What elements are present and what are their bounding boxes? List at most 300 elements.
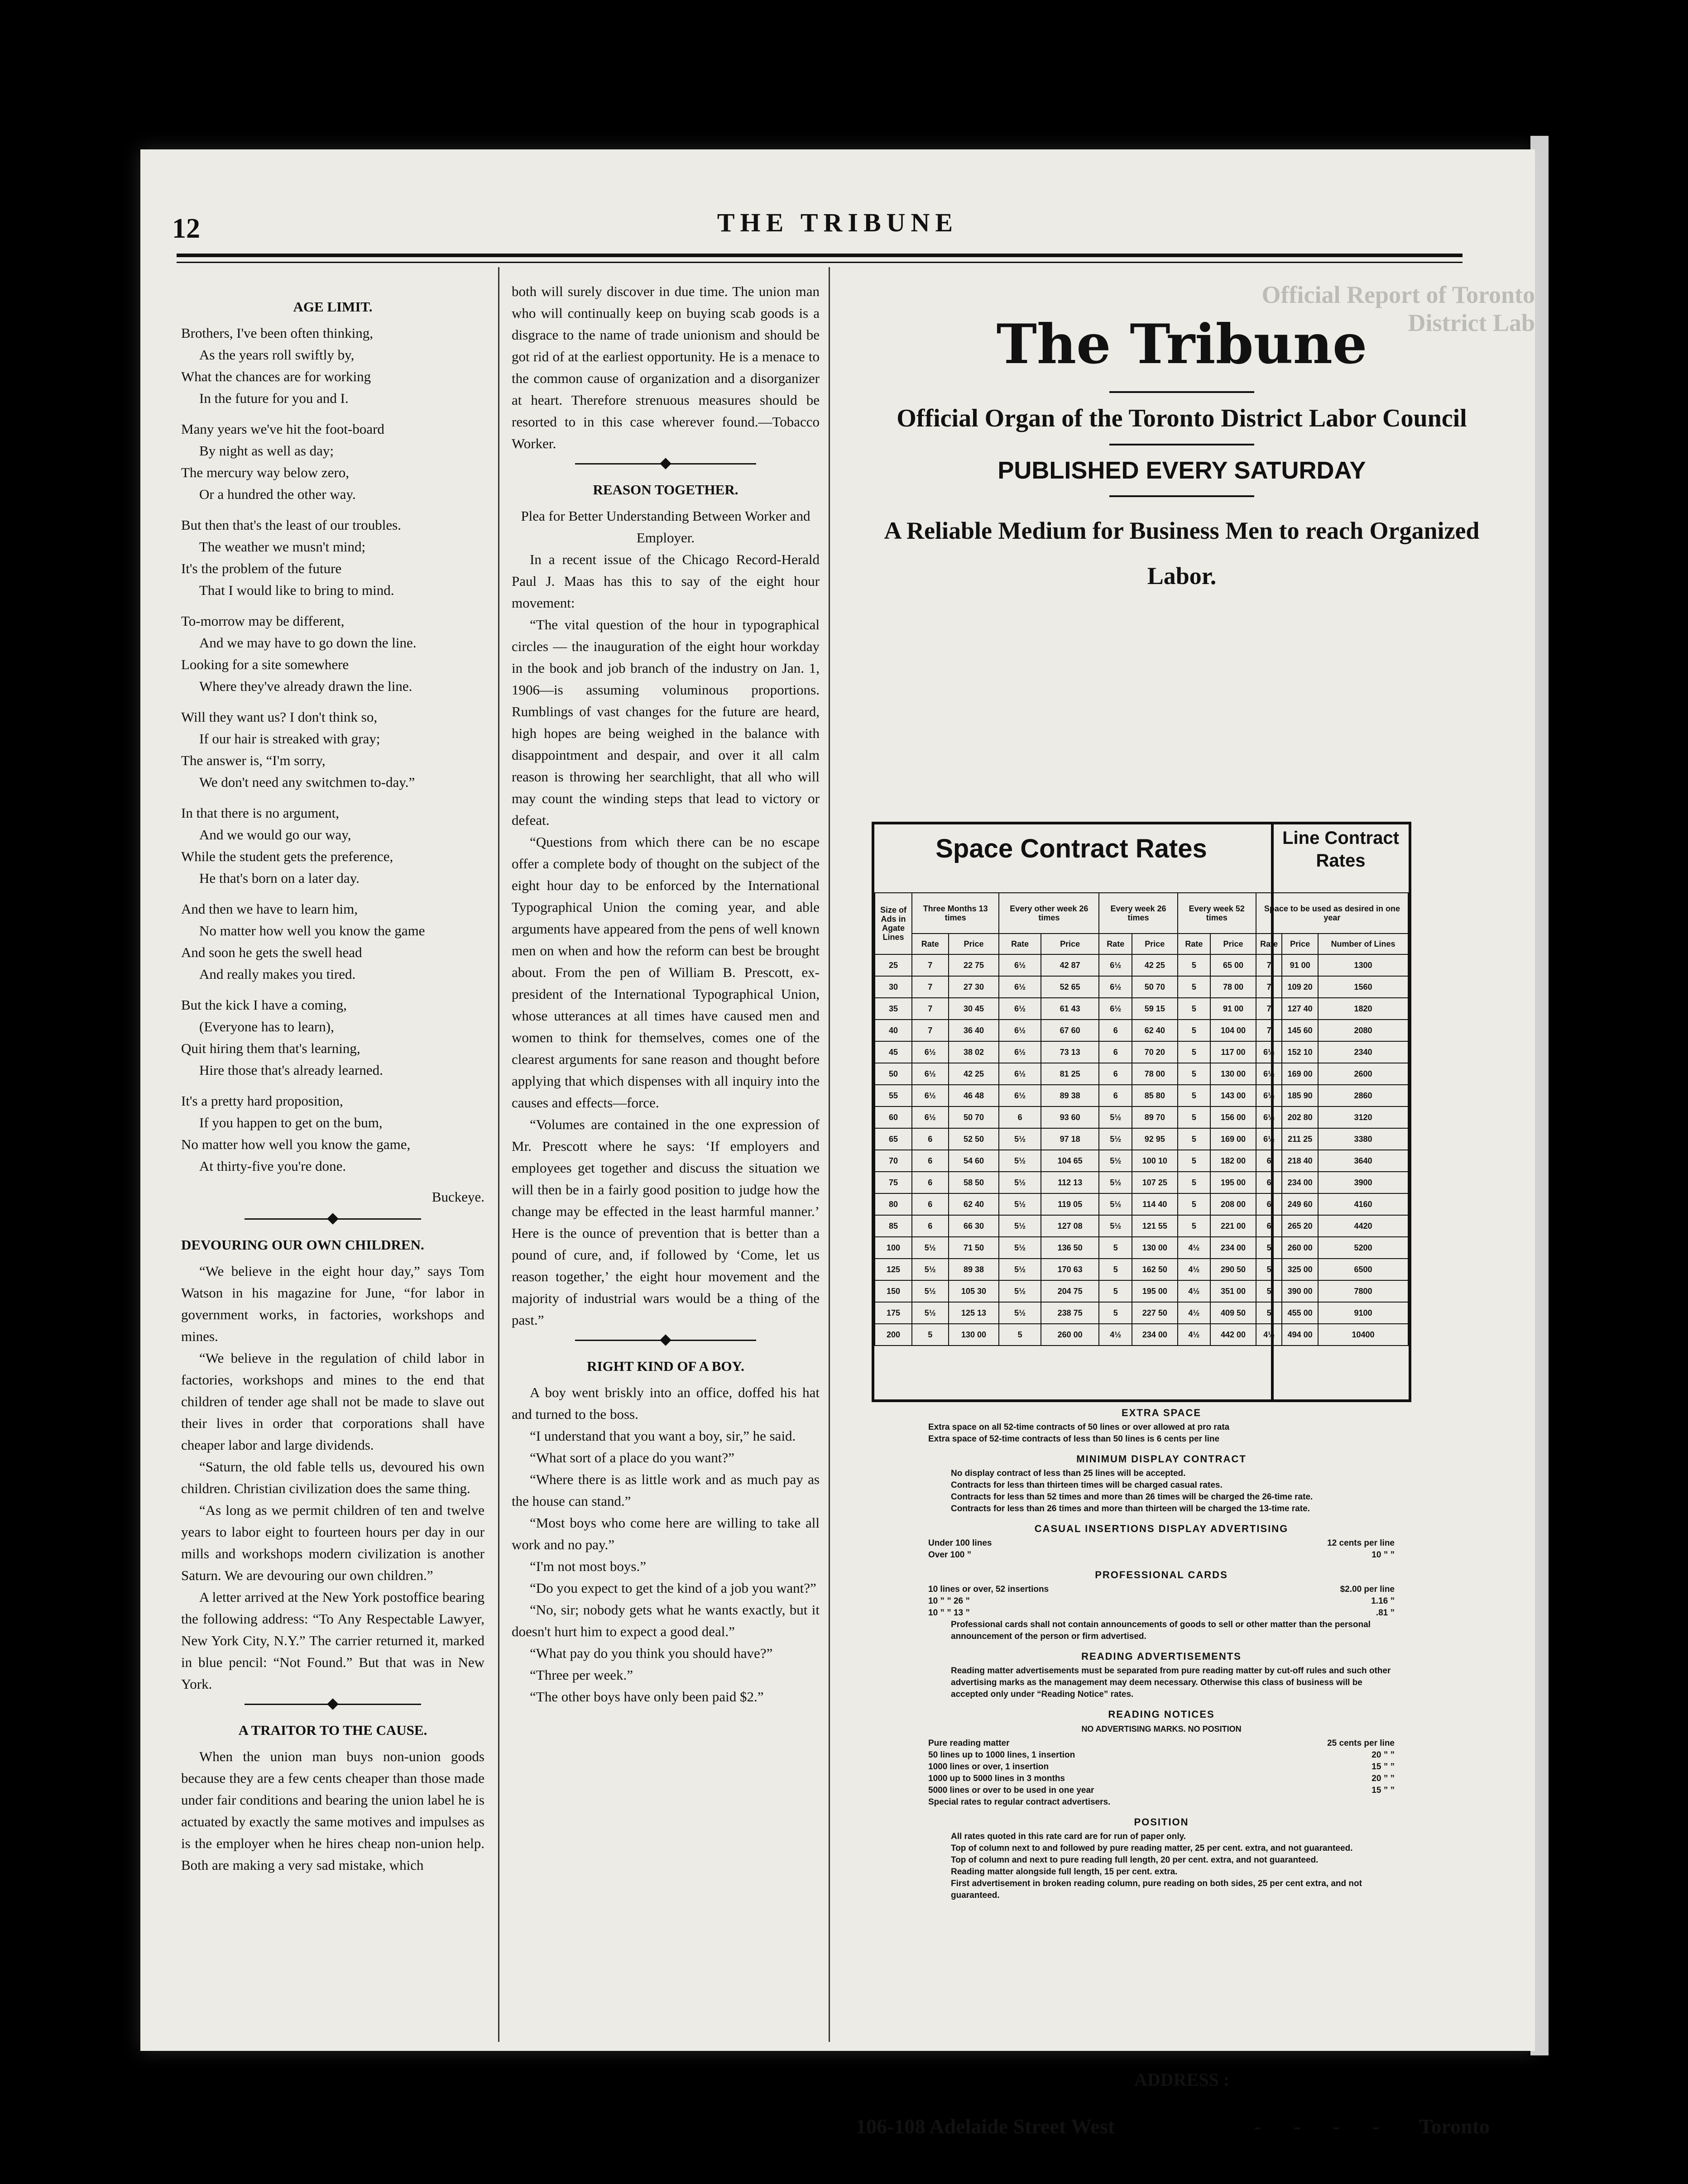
article-paragraph: “We believe in the regulation of child labor in factories, workshops and mines to the end that children of tender age shall not be made to slave out their lives in order that corporations shall have cheaper labor and large dividends. — [181, 1350, 484, 1453]
rate-cell: 6½ — [999, 1041, 1041, 1063]
rate-cell: 175 — [875, 1302, 912, 1324]
rate-cell: 182 00 — [1210, 1150, 1256, 1172]
rate-cell: 145 60 — [1282, 1020, 1318, 1041]
rate-cell: 1820 — [1318, 998, 1408, 1020]
poem — [181, 322, 484, 1177]
rate-cell: 62 40 — [1132, 1020, 1178, 1041]
article-paragraph: “As long as we permit children of ten and twelve years to labor eight to fourteen hours per day in our mills and workshops modern civilization is another Saturn. We are devouring our own children.” — [181, 1502, 484, 1583]
article-paragraph: both will surely discover in due time. The union man who will continually keep on buying scab goods is a disgrace to the name of trade unionism and should be got rid of at the earliest opportunity. He is a menace to the common cause of organization and a disorganizer at heart. Therefore strenuous measures should be resorted to in this case wherever found.—Tobacco Worker. — [512, 283, 820, 451]
rate-cell: 119 05 — [1041, 1193, 1099, 1215]
poem-line: No matter how well you know the game — [199, 923, 425, 939]
rate-cell: 6 — [912, 1193, 949, 1215]
poem-line: The weather we musn't mind; — [199, 539, 366, 555]
article-paragraph: A boy went briskly into an office, doffed his hat and turned to the boss. — [512, 1384, 820, 1422]
rate-cell: 105 30 — [949, 1280, 999, 1302]
rate-cell: 5½ — [999, 1215, 1041, 1237]
poem-line: Will they want us? I don't think so, — [181, 709, 378, 725]
poem-line: But the kick I have a coming, — [181, 997, 347, 1013]
rate-cell: 351 00 — [1210, 1280, 1256, 1302]
rate-cell: 60 — [875, 1106, 912, 1128]
article-paragraph: When the union man buys non-union goods because they are a few cents cheaper than those made under fair conditions and bearing the union label he is actuated by exactly the same motives and impulses as is the employer when he hires cheap non-union help. Both are making a very sad mistake, which — [181, 1748, 484, 1873]
rate-cell: 290 50 — [1210, 1259, 1256, 1280]
article-body — [512, 549, 820, 1331]
article-paragraph: “Saturn, the old fable tells us, devoured his own children. Christian civilization does the same thing. — [181, 1459, 484, 1496]
page-number: 12 — [172, 213, 200, 244]
rate-cell: 5 — [1178, 1020, 1211, 1041]
rate-cell: 249 60 — [1282, 1193, 1318, 1215]
article-paragraph: “What sort of a place do you want?” — [530, 1450, 734, 1466]
terms-note: Professional cards shall not contain announcements of goods to sell or other matter than the personal announcement of the person or firm advertised. — [951, 1620, 1371, 1641]
rate-cell: 6½ — [912, 1063, 949, 1085]
terms-value: 20 ” ” — [1372, 1774, 1395, 1783]
rate-cell: 89 70 — [1132, 1106, 1178, 1128]
rate-cell: 42 25 — [949, 1063, 999, 1085]
rate-cell: 109 20 — [1282, 976, 1318, 998]
terms-heading: EXTRA SPACE — [1121, 1407, 1202, 1418]
rate-cell: 5 — [1256, 1302, 1282, 1324]
terms-heading: CASUAL INSERTIONS DISPLAY ADVERTISING — [1034, 1523, 1289, 1534]
address-label: ADDRESS : — [1134, 2069, 1230, 2090]
rate-cell: 54 60 — [949, 1150, 999, 1172]
poem-stanza — [181, 418, 484, 505]
article-paragraph: “Do you expect to get the kind of a job you want?” — [530, 1580, 816, 1596]
rate-cell: 4½ — [1178, 1324, 1211, 1346]
rate-cell: 6 — [1099, 1020, 1132, 1041]
rate-cell: 234 00 — [1132, 1324, 1178, 1346]
rate-cell: 169 00 — [1282, 1063, 1318, 1085]
rate-cell: 6½ — [1099, 976, 1132, 998]
rate-cell: 6½ — [1256, 1063, 1282, 1085]
rate-cell: 30 45 — [949, 998, 999, 1020]
article-paragraph: “We believe in the eight hour day,” says Tom Watson in his magazine for June, “for labor in government works, in factories, workshops and mines. — [181, 1263, 484, 1344]
rate-cell: 3640 — [1318, 1150, 1408, 1172]
terms-row — [928, 1749, 1395, 1761]
rate-cell: 45 — [875, 1041, 912, 1063]
rate-cell: 5½ — [999, 1237, 1041, 1259]
published-line: PUBLISHED EVERY SATURDAY — [997, 457, 1366, 484]
rate-cell: 65 — [875, 1128, 912, 1150]
column-1 — [181, 285, 484, 1876]
terms-line: No display contract of less than 25 lines will be accepted. — [951, 1469, 1186, 1478]
rate-cell: 156 00 — [1210, 1106, 1256, 1128]
poem-line: At thirty-five you're done. — [199, 1158, 346, 1174]
poem-title: AGE LIMIT. — [293, 299, 373, 315]
terms-row — [928, 1595, 1395, 1607]
masthead: THE TRIBUNE — [717, 208, 959, 237]
rate-cell: 52 50 — [949, 1128, 999, 1150]
terms-value: 15 ” ” — [1372, 1786, 1395, 1795]
rate-cell: 5½ — [999, 1302, 1041, 1324]
terms-line: First advertisement in broken reading column, pure reading on both sides, 25 per cent extra, and not guaranteed. — [951, 1879, 1362, 1900]
rate-cell: 1300 — [1318, 954, 1408, 976]
terms-line: Top of column and next to pure reading full length, 20 per cent. extra, and not guaranteed. — [951, 1855, 1319, 1865]
rate-cell: 93 60 — [1041, 1106, 1099, 1128]
rate-cell: 6½ — [1256, 1041, 1282, 1063]
table-row — [875, 976, 1408, 998]
rate-cell: 104 00 — [1210, 1020, 1256, 1041]
table-row — [875, 1041, 1408, 1063]
terms-row — [928, 1761, 1395, 1773]
terms-line: Top of column next to and followed by pure reading matter, 25 per cent. extra, and not guaranteed. — [951, 1844, 1353, 1853]
terms-row — [928, 1773, 1395, 1785]
rate-cell: 260 00 — [1282, 1237, 1318, 1259]
rate-cell: 211 25 — [1282, 1128, 1318, 1150]
terms-row — [928, 1738, 1395, 1749]
table-row — [875, 1063, 1408, 1085]
terms-heading: READING ADVERTISEMENTS — [1081, 1651, 1242, 1662]
article-separator — [512, 1336, 820, 1345]
rate-cell: 9100 — [1318, 1302, 1408, 1324]
table-row — [875, 1280, 1408, 1302]
rate-cell: 4420 — [1318, 1215, 1408, 1237]
rate-cell: 5½ — [912, 1259, 949, 1280]
poem-line: That I would like to bring to mind. — [199, 582, 394, 598]
rate-cell: 260 00 — [1041, 1324, 1099, 1346]
header-rate: Rate — [999, 934, 1041, 954]
terms-value: 20 ” ” — [1372, 1750, 1395, 1760]
rate-cell: 25 — [875, 954, 912, 976]
rate-cell: 221 00 — [1210, 1215, 1256, 1237]
terms-item: 50 lines up to 1000 lines, 1 insertion — [928, 1750, 1075, 1760]
rate-cell: 200 — [875, 1324, 912, 1346]
terms-item: 1000 up to 5000 lines in 3 months — [928, 1774, 1065, 1783]
rate-cell: 97 18 — [1041, 1128, 1099, 1150]
short-rule — [1109, 391, 1254, 393]
header-rate: Rate — [1256, 934, 1282, 954]
rate-cell: 61 43 — [1041, 998, 1099, 1020]
terms-line: Contracts for less than thirteen times will be charged casual rates. — [951, 1480, 1223, 1490]
rate-cell: 71 50 — [949, 1237, 999, 1259]
article-separator — [512, 459, 820, 468]
article-paragraph: In a recent issue of the Chicago Record-Herald Paul J. Maas has this to say of the eight hour movement: — [512, 551, 820, 611]
article-separator — [181, 1214, 484, 1223]
article-paragraph: “The vital question of the hour in typographical circles — the inauguration of the eight hour workday in the book and job branch of the industry on Jan. 1, 1906—is assuming voluminous proportions. Rumblings of vast changes for the future are heard, high hopes are being weighed in the balance with disappointment and despair, and over it all calm reason is throwing her searchlight, that all who will may count the winding steps that lead to victory or defeat. — [512, 617, 820, 828]
rate-cell: 218 40 — [1282, 1150, 1318, 1172]
rate-cell: 66 30 — [949, 1215, 999, 1237]
terms-item: 10 ” ” 26 ” — [928, 1596, 970, 1606]
rates-table — [874, 892, 1409, 1346]
rate-cell: 6500 — [1318, 1259, 1408, 1280]
article-paragraph: “Where there is as little work and as much pay as the house can stand.” — [512, 1471, 820, 1509]
article-paragraph: “Volumes are contained in the one expression of Mr. Prescott where he says: ‘If employers and employees get together and discuss the situation we will then be in a fairly good position to judge how the change may be effected in the least harmful manner.’ Here is the ounce of prevention that is better than a pound of cure, and, if followed by ‘Come, let us reason together,’ the eight hour movement and the majority of industrial wars would be a thing of the past.” — [512, 1116, 820, 1328]
poem-line: But then that's the least of our troubles. — [181, 517, 401, 533]
rate-cell: 114 40 — [1132, 1193, 1178, 1215]
rate-cell: 5 — [1178, 954, 1211, 976]
poem-line: Quit hiring them that's learning, — [181, 1040, 360, 1056]
terms-value: 1.16 ” — [1371, 1596, 1395, 1606]
rate-cell: 80 — [875, 1193, 912, 1215]
rate-cell: 6 — [1256, 1150, 1282, 1172]
article-paragraph: “I understand that you want a boy, sir,” he said. — [530, 1428, 796, 1444]
rate-cell: 130 00 — [1210, 1063, 1256, 1085]
rate-cell: 38 02 — [949, 1041, 999, 1063]
poem-line: And soon he gets the swell head — [181, 944, 362, 960]
rate-cell: 238 75 — [1041, 1302, 1099, 1324]
column-rule — [829, 267, 830, 2042]
rate-cell: 42 25 — [1132, 954, 1178, 976]
official-organ: Official Organ of the Toronto District Labor Council — [897, 404, 1467, 432]
rate-cell: 7 — [1256, 998, 1282, 1020]
rate-cell: 104 65 — [1041, 1150, 1099, 1172]
rate-cell: 59 15 — [1132, 998, 1178, 1020]
rate-cell: 204 75 — [1041, 1280, 1099, 1302]
rate-cell: 2340 — [1318, 1041, 1408, 1063]
poem-signature: Buckeye. — [432, 1189, 484, 1205]
rate-cell: 6 — [1099, 1041, 1132, 1063]
poem-line: What the chances are for working — [181, 369, 371, 384]
poem-stanza — [181, 514, 484, 601]
terms-value: 12 cents per line — [1327, 1538, 1395, 1548]
rate-cell: 5½ — [999, 1259, 1041, 1280]
rate-cell: 125 13 — [949, 1302, 999, 1324]
rate-cell: 6½ — [1256, 1106, 1282, 1128]
terms-value: 10 ” ” — [1372, 1550, 1395, 1560]
table-row — [875, 1324, 1408, 1346]
rate-cell: 208 00 — [1210, 1193, 1256, 1215]
rate-cell: 91 00 — [1210, 998, 1256, 1020]
poem-stanza — [181, 802, 484, 889]
article-body — [512, 1382, 820, 1708]
rate-cell: 6½ — [999, 1063, 1041, 1085]
terms-heading: READING NOTICES — [1108, 1709, 1215, 1720]
terms-value: 25 cents per line — [1327, 1739, 1395, 1748]
article-title: RIGHT KIND OF A BOY. — [587, 1358, 744, 1374]
rate-cell: 62 40 — [949, 1193, 999, 1215]
poem-line: It's the problem of the future — [181, 560, 342, 576]
table-row — [875, 1302, 1408, 1324]
rate-cell: 112 13 — [1041, 1172, 1099, 1193]
rate-cell: 5½ — [912, 1237, 949, 1259]
header-every-other-week: Every other week 26 times — [999, 893, 1099, 934]
article-paragraph: “Questions from which there can be no escape offer a complete body of thought on the subject of the eight hour day to be enforced by the International Typographical Union the coming year, and able arguments have appeared from the pens of well known men on when and how the reform can best be brought about. From the pen of William B. Prescott, ex-president of the International Typographical Union, whose utterances at all times have caused men and women to think for themselves, comes one of the clearest arguments for sane reason and thought before applying that which dispenses with all inquiry into the causes and effects—force. — [512, 834, 820, 1111]
rate-cell: 5 — [1256, 1259, 1282, 1280]
rate-cell: 127 08 — [1041, 1215, 1099, 1237]
rate-cell: 5 — [1178, 1172, 1211, 1193]
rate-cell: 5 — [1178, 1041, 1211, 1063]
rate-cell: 202 80 — [1282, 1106, 1318, 1128]
rate-cell: 117 00 — [1210, 1041, 1256, 1063]
poem-line: Many years we've hit the foot-board — [181, 421, 384, 437]
header-rule — [177, 254, 1463, 257]
article-paragraph: “Three per week.” — [530, 1667, 633, 1683]
rate-cell: 6½ — [912, 1106, 949, 1128]
rate-cell: 6½ — [1099, 998, 1132, 1020]
terms-line: All rates quoted in this rate card are for run of paper only. — [951, 1832, 1186, 1841]
article-separator — [181, 1700, 484, 1709]
rate-cell: 75 — [875, 1172, 912, 1193]
street-address: 106-108 Adelaide Street West — [856, 2115, 1115, 2138]
rate-cell: 5 — [1178, 1150, 1211, 1172]
rate-cell: 5½ — [999, 1150, 1041, 1172]
article-title: A TRAITOR TO THE CAUSE. — [238, 1722, 427, 1738]
rate-cell: 50 — [875, 1063, 912, 1085]
header-line-space: Space to be used as desired in one year — [1256, 893, 1408, 934]
article-title: REASON TOGETHER. — [593, 482, 738, 498]
table-row — [875, 1128, 1408, 1150]
rate-cell: 42 87 — [1041, 954, 1099, 976]
rate-cell: 85 80 — [1132, 1085, 1178, 1106]
rate-cell: 35 — [875, 998, 912, 1020]
rate-terms — [928, 1399, 1395, 1901]
rate-table-box — [872, 822, 1411, 1402]
table-row — [875, 1172, 1408, 1193]
rate-cell: 150 — [875, 1280, 912, 1302]
poem-stanza — [181, 994, 484, 1081]
rate-cell: 4½ — [1178, 1280, 1211, 1302]
article-paragraph: A letter arrived at the New York postoffice bearing the following address: “To Any Respectable Lawyer, New York City, N.Y.” The carrier returned it, marked in blue pencil: “Not Found.” But that was in New York. — [181, 1589, 484, 1692]
rate-cell: 5 — [1178, 1193, 1211, 1215]
rate-cell: 7 — [1256, 976, 1282, 998]
rate-cell: 143 00 — [1210, 1085, 1256, 1106]
rate-cell: 5½ — [1099, 1106, 1132, 1128]
rate-cell: 5 — [1099, 1280, 1132, 1302]
rate-cell: 6 — [1256, 1172, 1282, 1193]
terms-row — [928, 1785, 1395, 1796]
rate-cell: 5½ — [1099, 1215, 1132, 1237]
rate-cell: 5 — [1099, 1302, 1132, 1324]
space-contract-title: Space Contract Rates — [935, 834, 1207, 863]
header-number: Number of Lines — [1318, 934, 1408, 954]
rate-cell: 265 20 — [1282, 1215, 1318, 1237]
poem-line: He that's born on a later day. — [199, 870, 360, 886]
terms-subheading: NO ADVERTISING MARKS. NO POSITION — [1081, 1724, 1242, 1734]
terms-row — [928, 1607, 1395, 1619]
terms-item: 5000 lines or over to be used in one year — [928, 1786, 1094, 1795]
header-size: Size of Ads in Agate Lines — [875, 893, 912, 954]
rate-cell: 6½ — [999, 954, 1041, 976]
rate-cell: 494 00 — [1282, 1324, 1318, 1346]
rate-cell: 65 00 — [1210, 954, 1256, 976]
table-row — [875, 1259, 1408, 1280]
header-price: Price — [949, 934, 999, 954]
rate-cell: 127 40 — [1282, 998, 1318, 1020]
rate-cell: 6 — [1099, 1085, 1132, 1106]
rate-cell: 5 — [1178, 1215, 1211, 1237]
rate-cell: 169 00 — [1210, 1128, 1256, 1150]
terms-heading: POSITION — [1134, 1816, 1189, 1828]
terms-item: 10 lines or over, 52 insertions — [928, 1585, 1049, 1594]
rate-cell: 5½ — [1099, 1172, 1132, 1193]
poem-stanza — [181, 322, 484, 409]
table-row — [875, 998, 1408, 1020]
poem-stanza — [181, 706, 484, 793]
column-rule — [498, 267, 499, 2042]
poem-line: We don't need any switchmen to-day.” — [199, 774, 415, 790]
terms-note: Reading matter advertisements must be separated from pure reading matter by cut-off rules and such other advertising marks as the management may deem necessary. Otherwise this class of business will be accepted only under “Reading Notice” rates. — [951, 1666, 1391, 1699]
poem-line: No matter how well you know the game, — [181, 1136, 411, 1152]
poem-line: In that there is no argument, — [181, 805, 339, 821]
rate-cell: 36 40 — [949, 1020, 999, 1041]
rate-cell: 455 00 — [1282, 1302, 1318, 1324]
rate-cell: 6½ — [912, 1085, 949, 1106]
rate-cell: 1560 — [1318, 976, 1408, 998]
rate-cell: 5 — [1178, 1063, 1211, 1085]
rate-cell: 7 — [1256, 954, 1282, 976]
terms-row — [928, 1537, 1395, 1549]
rate-cell: 3900 — [1318, 1172, 1408, 1193]
rate-cell: 55 — [875, 1085, 912, 1106]
table-row — [875, 1193, 1408, 1215]
rate-cell: 78 00 — [1132, 1063, 1178, 1085]
rate-cell: 5 — [999, 1324, 1041, 1346]
rate-cell: 5 — [1099, 1237, 1132, 1259]
terms-line: Contracts for less than 52 times and more than 26 times will be charged the 26-time rate. — [951, 1492, 1313, 1502]
header-price: Price — [1041, 934, 1099, 954]
rate-cell: 2080 — [1318, 1020, 1408, 1041]
rate-cell: 234 00 — [1282, 1172, 1318, 1193]
rate-cell: 89 38 — [949, 1259, 999, 1280]
poem-stanza — [181, 1090, 484, 1177]
poem-line: Brothers, I've been often thinking, — [181, 325, 373, 341]
rate-cell: 6 — [912, 1172, 949, 1193]
rate-cell: 6½ — [1256, 1085, 1282, 1106]
terms-row — [928, 1584, 1395, 1595]
rate-cell: 81 25 — [1041, 1063, 1099, 1085]
rate-card-advertisement — [847, 281, 1517, 2138]
article-paragraph: “What pay do you think you should have?” — [530, 1645, 773, 1661]
rate-cell: 5½ — [999, 1128, 1041, 1150]
rate-cell: 185 90 — [1282, 1085, 1318, 1106]
rate-cell: 89 38 — [1041, 1085, 1099, 1106]
rate-cell: 92 95 — [1132, 1128, 1178, 1150]
bleed-through-line: District Lab — [1408, 309, 1535, 336]
article-subtitle: Plea for Better Understanding Between Worker and Employer. — [521, 508, 810, 546]
terms-line: Contracts for less than 26 times and more than thirteen will be charged the 13-time rate. — [951, 1504, 1310, 1513]
header-every-week: Every week 26 times — [1099, 893, 1177, 934]
rate-cell: 27 30 — [949, 976, 999, 998]
rate-cell: 107 25 — [1132, 1172, 1178, 1193]
rate-cell: 7 — [1256, 1020, 1282, 1041]
header-rate: Rate — [912, 934, 949, 954]
rate-cell: 52 65 — [1041, 976, 1099, 998]
rate-cell: 6½ — [1099, 954, 1132, 976]
poem-line: The mercury way below zero, — [181, 465, 349, 480]
poem-stanza — [181, 898, 484, 985]
rate-cell: 22 75 — [949, 954, 999, 976]
rate-cell: 78 00 — [1210, 976, 1256, 998]
rate-cell: 2600 — [1318, 1063, 1408, 1085]
article-paragraph: “No, sir; nobody gets what he wants exactly, but it doesn't hurt him to expect a good deal.” — [512, 1602, 820, 1639]
rate-cell: 5 — [1178, 1085, 1211, 1106]
header-rate: Rate — [1099, 934, 1132, 954]
rate-cell: 58 50 — [949, 1172, 999, 1193]
tribune-title: The Tribune — [996, 312, 1367, 376]
terms-value: $2.00 per line — [1340, 1585, 1395, 1594]
rate-cell: 121 55 — [1132, 1215, 1178, 1237]
header-three-months: Three Months 13 times — [912, 893, 999, 934]
medium-line: A Reliable Medium for Business Men to reach Organized — [884, 517, 1480, 544]
terms-line: Extra space on all 52-time contracts of 50 lines or over allowed at pro rata — [928, 1422, 1230, 1432]
rate-cell: 5 — [1256, 1280, 1282, 1302]
rate-cell: 10400 — [1318, 1324, 1408, 1346]
rate-cell: 6½ — [1256, 1128, 1282, 1150]
rate-cell: 5½ — [912, 1280, 949, 1302]
header-price: Price — [1210, 934, 1256, 954]
poem-line: And really makes you tired. — [199, 966, 356, 982]
poem-line: It's a pretty hard proposition, — [181, 1093, 343, 1109]
rate-cell: 6½ — [912, 1041, 949, 1063]
poem-stanza — [181, 610, 484, 697]
rate-cell: 5200 — [1318, 1237, 1408, 1259]
rate-cell: 30 — [875, 976, 912, 998]
rate-cell: 6½ — [999, 976, 1041, 998]
rate-cell: 40 — [875, 1020, 912, 1041]
rate-cell: 170 63 — [1041, 1259, 1099, 1280]
column-2 — [512, 281, 820, 1708]
rate-cell: 390 00 — [1282, 1280, 1318, 1302]
rate-cell: 325 00 — [1282, 1259, 1318, 1280]
article-title: DEVOURING OUR OWN CHILDREN. — [181, 1237, 424, 1253]
